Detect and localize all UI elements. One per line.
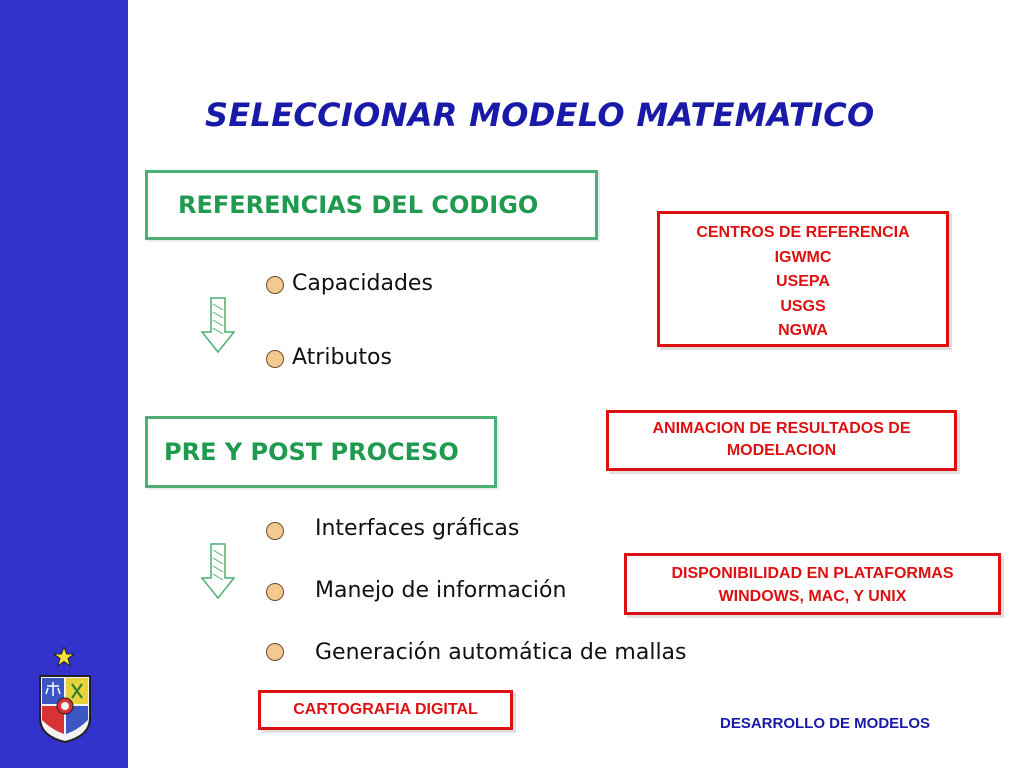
- callout-line: MODELACION: [726, 442, 837, 459]
- down-arrow-icon: [199, 296, 237, 354]
- referencias-heading: REFERENCIAS DEL CODIGO: [178, 191, 539, 219]
- callout-line: WINDOWS, MAC, Y UNIX: [718, 588, 907, 605]
- callout-line: USGS: [780, 297, 826, 315]
- footer-label: DESARROLLO DE MODELOS: [719, 715, 930, 732]
- page-title: SELECCIONAR MODELO MATEMATICO: [205, 96, 875, 134]
- list-item: Capacidades: [292, 271, 433, 296]
- bullet-circle-icon: [266, 643, 284, 661]
- university-shield-logo: [38, 674, 92, 744]
- referencias-heading-box: [145, 170, 598, 240]
- list-item: Atributos: [292, 345, 392, 370]
- animacion-callout: [606, 410, 957, 471]
- pre-post-proceso-heading-box: [145, 416, 497, 488]
- star-icon: [53, 646, 75, 668]
- callout-line: CENTROS DE REFERENCIA: [696, 224, 910, 241]
- list-item: Generación automática de mallas: [315, 640, 687, 665]
- callout-line: DISPONIBILIDAD EN PLATAFORMAS: [671, 565, 954, 582]
- callout-line: USEPA: [776, 273, 830, 290]
- callout-line: CARTOGRAFIA DIGITAL: [293, 701, 478, 718]
- bullet-circle-icon: [266, 522, 284, 540]
- centros-de-referencia-callout: [657, 211, 949, 347]
- bullet-circle-icon: [266, 350, 284, 368]
- callout-line: NGWA: [778, 322, 828, 339]
- bullet-circle-icon: [266, 583, 284, 601]
- cartografia-callout: [258, 690, 513, 730]
- disponibilidad-callout: [624, 553, 1001, 615]
- bullet-circle-icon: [266, 276, 284, 294]
- list-item: Interfaces gráficas: [315, 516, 520, 541]
- callout-line: ANIMACION DE RESULTADOS DE: [652, 420, 911, 437]
- list-item: Manejo de información: [315, 578, 567, 603]
- pre-post-proceso-heading: PRE Y POST PROCESO: [164, 438, 459, 466]
- callout-line: IGWMC: [774, 248, 832, 266]
- down-arrow-icon: [199, 542, 237, 600]
